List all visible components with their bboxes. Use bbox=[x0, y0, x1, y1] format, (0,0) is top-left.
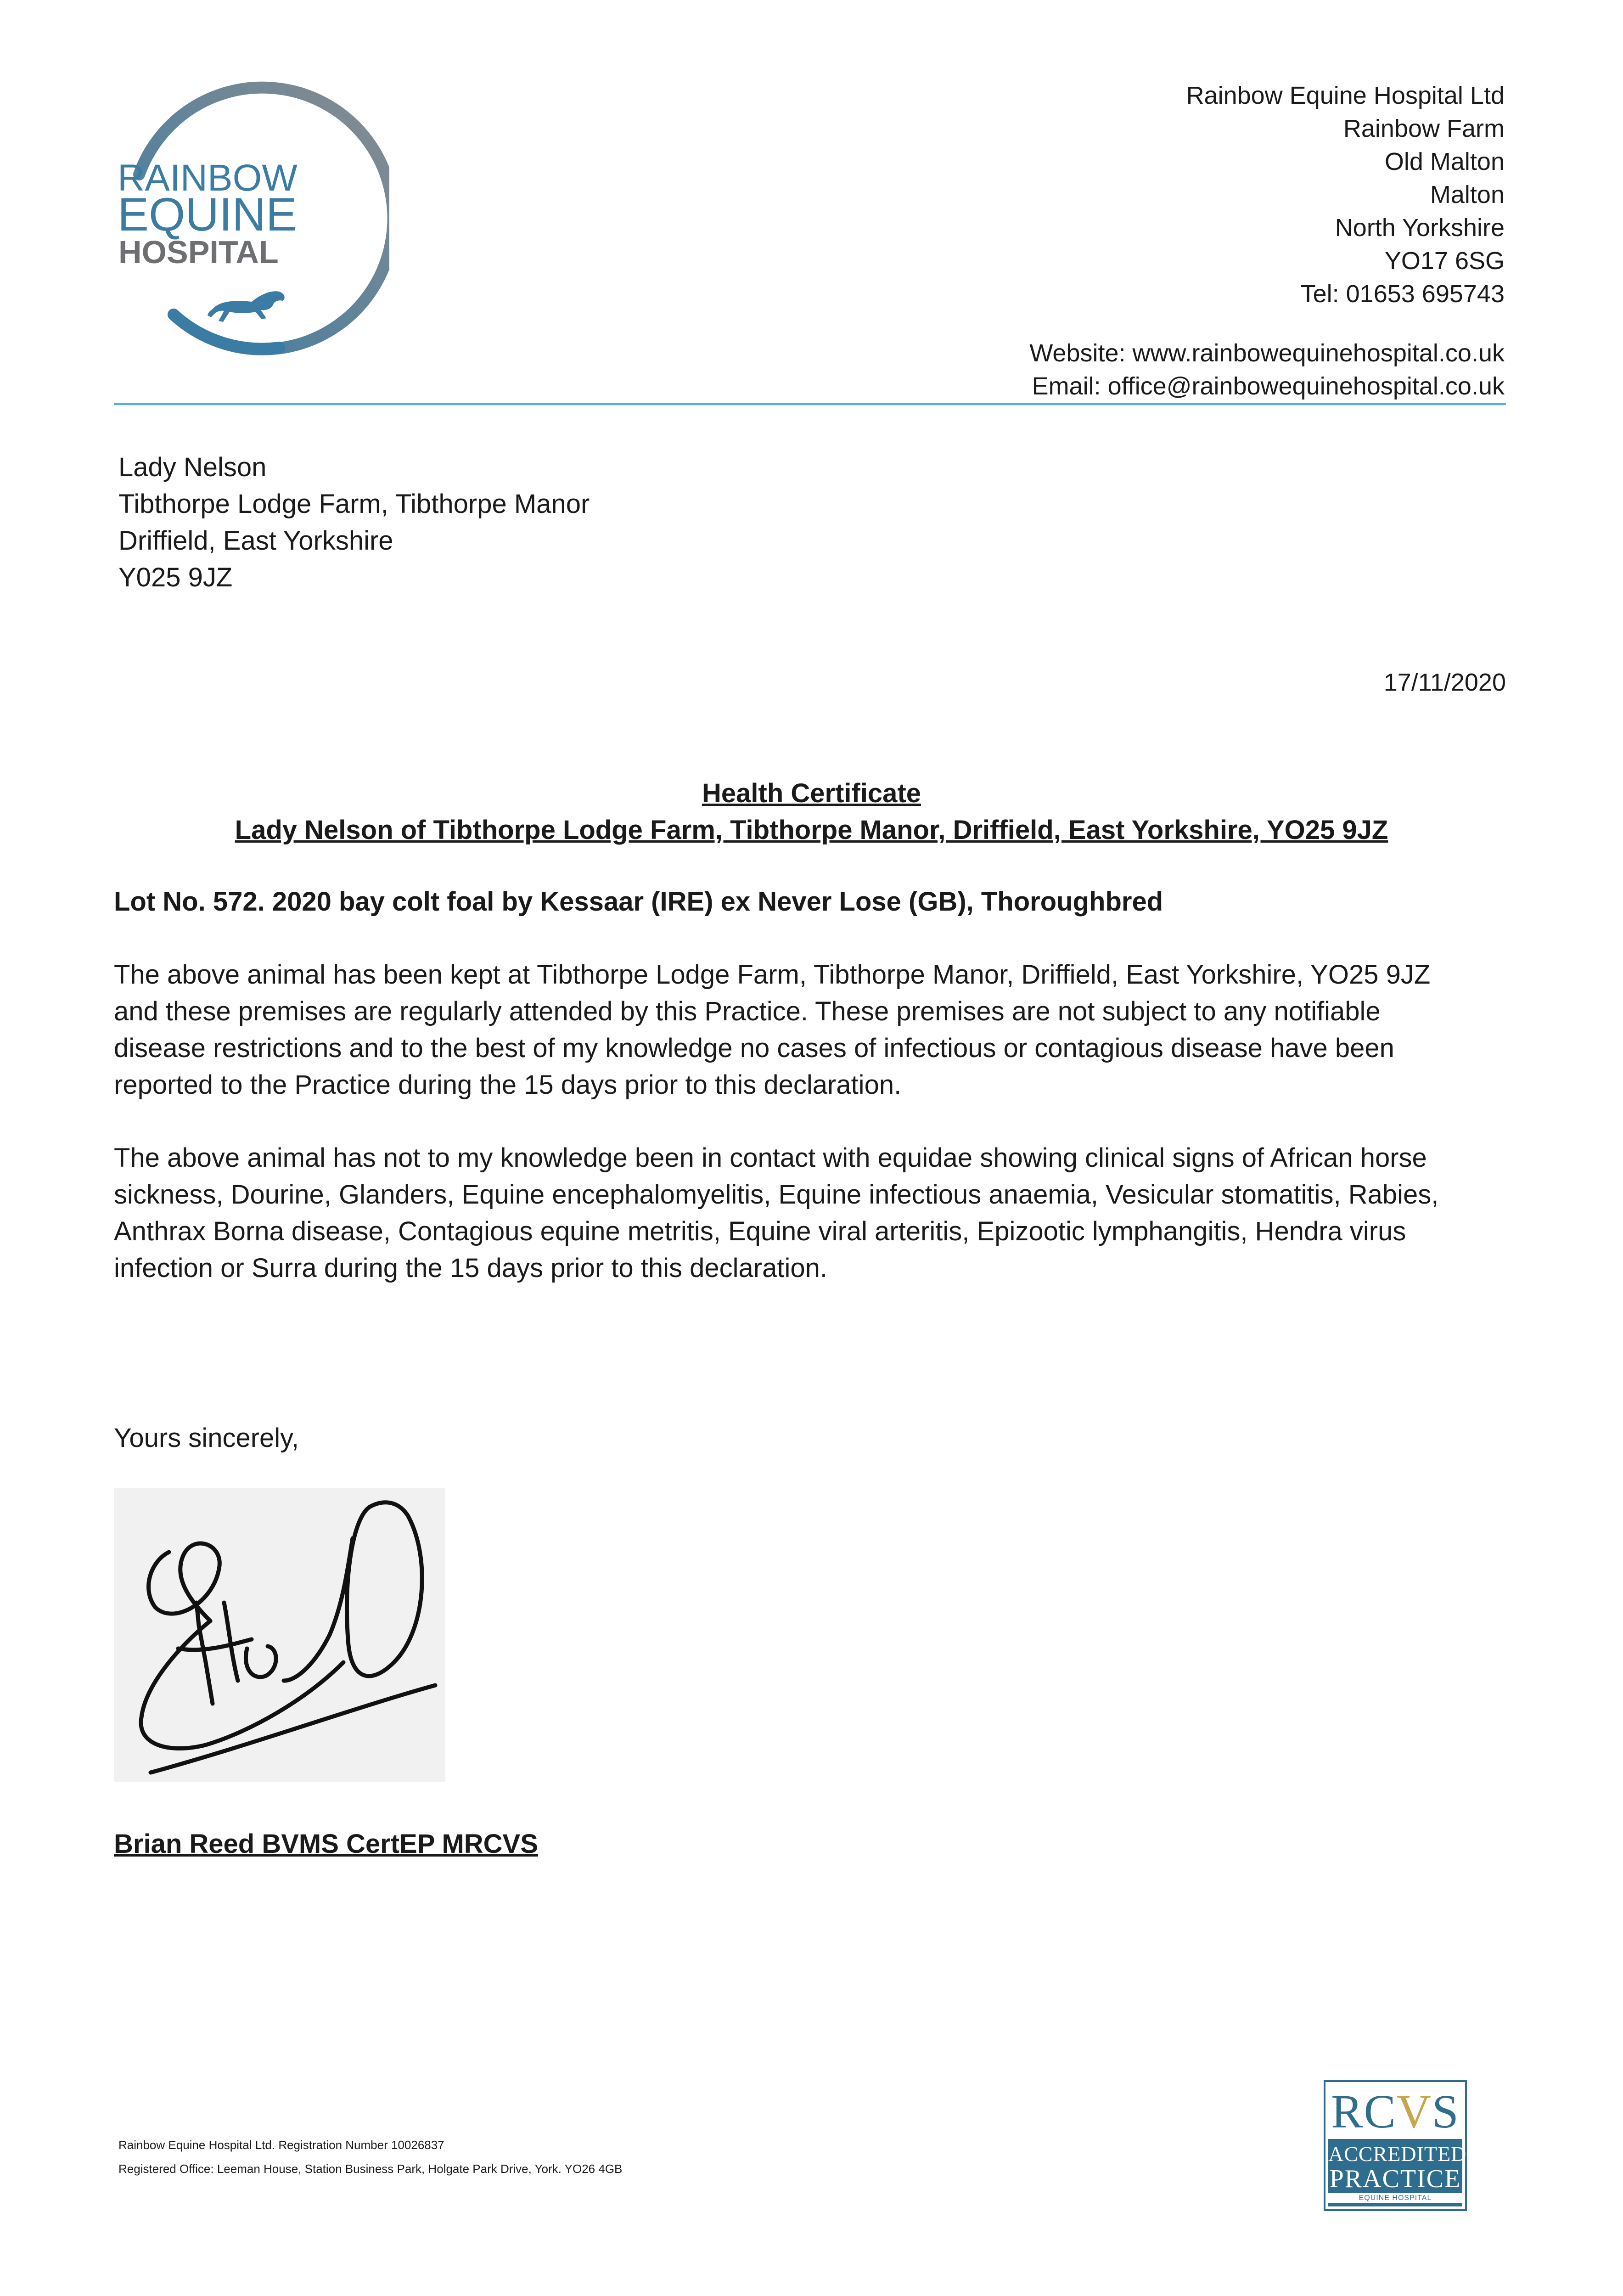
address-line: Old Malton bbox=[1384, 148, 1505, 175]
address-line: Rainbow Equine Hospital Ltd bbox=[1186, 82, 1505, 109]
closing-salutation: Yours sincerely, bbox=[114, 1423, 299, 1453]
letter-date: 17/11/2020 bbox=[1383, 669, 1506, 696]
paragraph-line: reported to the Practice during the 15 days prior to this declaration. bbox=[114, 1070, 902, 1100]
email-link[interactable]: Email: office@rainbowequinehospital.co.uk bbox=[1032, 372, 1505, 400]
sender-contact bbox=[1029, 337, 1505, 403]
lot-description: Lot No. 572. 2020 bay colt foal by Kessaar (IRE) ex Never Lose (GB), Thoroughbred bbox=[114, 887, 1163, 917]
certificate-subtitle: Lady Nelson of Tibthorpe Lodge Farm, Tibthorpe Manor, Driffield, East Yorkshire, YO25 9JZ bbox=[235, 815, 1388, 845]
paragraph-line: disease restrictions and to the best of my knowledge no cases of infectious or contagious disease have been bbox=[114, 1033, 1394, 1063]
address-line: North Yorkshire bbox=[1335, 214, 1505, 242]
recipient-line: Y025 9JZ bbox=[118, 563, 233, 592]
address-line: Rainbow Farm bbox=[1343, 115, 1505, 142]
paragraph-line: and these premises are regularly attended by this Practice. These premises are not subject to any notifiable bbox=[114, 996, 1381, 1026]
paragraph-line: sickness, Dourine, Glanders, Equine encephalomyelitis, Equine infectious anaemia, Vesicular stomatitis, Rabies, bbox=[114, 1180, 1439, 1210]
logo-line-equine: EQUINE bbox=[118, 188, 298, 241]
paragraph-line: Anthrax Borna disease, Contagious equine metritis, Equine viral arteritis, Epizootic lymphangitis, Hendra virus bbox=[114, 1216, 1406, 1246]
registration-number: Rainbow Equine Hospital Ltd. Registration Number 10026837 bbox=[118, 2138, 444, 2152]
recipient-line: Lady Nelson bbox=[118, 452, 267, 482]
rcvs-accredited-badge bbox=[1324, 2080, 1467, 2211]
rcvs-accreditation-label bbox=[1328, 2139, 1467, 2206]
sender-address bbox=[1186, 79, 1505, 310]
recipient-line: Driffield, East Yorkshire bbox=[118, 526, 393, 556]
address-line: YO17 6SG bbox=[1384, 247, 1505, 275]
rcvs-accredited: ACCREDITED bbox=[1328, 2142, 1467, 2166]
signatory-name: Brian Reed BVMS CertEP MRCVS bbox=[114, 1829, 538, 1859]
galloping-horse-icon bbox=[208, 291, 285, 322]
hospital-logo bbox=[114, 76, 389, 360]
rcvs-equine-hospital: EQUINE HOSPITAL bbox=[1328, 2193, 1462, 2203]
recipient-line: Tibthorpe Lodge Farm, Tibthorpe Manor bbox=[118, 489, 590, 519]
address-line: Malton bbox=[1430, 181, 1505, 208]
recipient-address bbox=[118, 449, 590, 596]
certificate-title: Health Certificate bbox=[702, 778, 921, 808]
header-divider bbox=[114, 403, 1506, 405]
registration-footer bbox=[118, 2133, 622, 2181]
premises-paragraph bbox=[114, 957, 1510, 1103]
telephone: Tel: 01653 695743 bbox=[1300, 280, 1505, 308]
paragraph-line: The above animal has not to my knowledge been in contact with equidae showing clinical signs of African horse bbox=[114, 1143, 1427, 1173]
logo-line-rainbow: RAINBOW bbox=[118, 157, 298, 199]
paragraph-line: infection or Surra during the 15 days prior to this declaration. bbox=[114, 1253, 827, 1283]
website-link[interactable]: Website: www.rainbowequinehospital.co.uk bbox=[1029, 339, 1505, 367]
handwritten-signature bbox=[114, 1488, 445, 1782]
contact-paragraph bbox=[114, 1140, 1510, 1287]
rcvs-practice: PRACTICE bbox=[1329, 2165, 1461, 2193]
paragraph-line: The above animal has been kept at Tibthorpe Lodge Farm, Tibthorpe Manor, Driffield, East Yorkshire, YO25 9JZ bbox=[114, 960, 1431, 990]
registered-office: Registered Office: Leeman House, Station Business Park, Holgate Park Drive, York. YO26 4GB bbox=[118, 2162, 623, 2176]
rcvs-wordmark: RC V S bbox=[1331, 2085, 1460, 2138]
logo-line-hospital: HOSPITAL bbox=[118, 234, 279, 270]
